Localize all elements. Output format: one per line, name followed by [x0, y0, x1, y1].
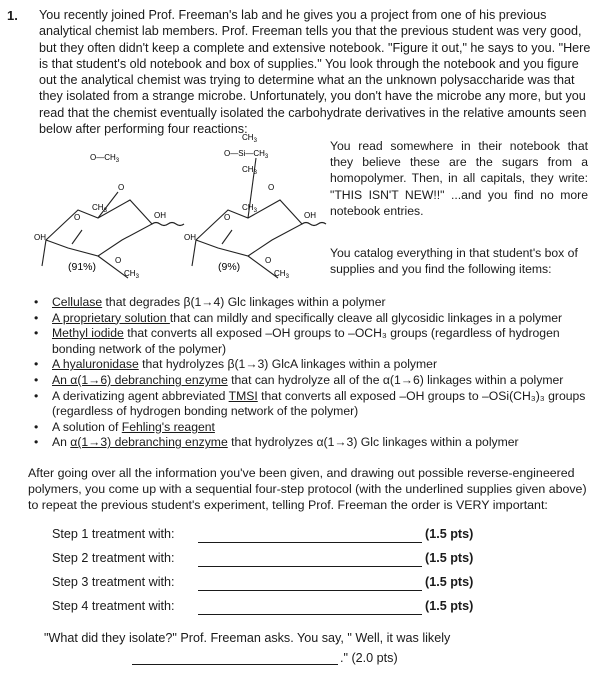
final-answer-line[interactable] — [132, 664, 338, 665]
question-intro: You recently joined Prof. Freeman's lab and he gives you a project from one of his previous analytical chemist lab members. Prof. Freeman tells you that the previous student was very good, but they often didn't keep a complete and extensive notebook. "Figure it out," he says to you. "Here is that student's old notebook and box of supplies." You look through the notebook and you figure out the analytical chemist was trying to determine what an the unknown polysaccharide was that they isolated from a strange microbe. Unfortunately, you don't have the microbe any more, but you read that the chemist eventually isolated the carbohydrate derivatives in the relative amounts seen below after performing four reactions: — [39, 8, 591, 137]
right-bottom-o-label: O — [265, 256, 272, 265]
right-ring-o-label: O — [268, 183, 275, 192]
left-o-ch3-label: $O—CH_3$ — [90, 153, 120, 164]
left-oh-label: OH — [34, 233, 46, 242]
left-percent: (91%) — [68, 261, 97, 273]
left-ch3-label: $CH_3$ — [92, 203, 107, 214]
step-3-points: (1.5 pts) — [425, 575, 474, 589]
list-item: • An α(1→3) debranching enzyme that hydrolyzes α(1→3) Glc linkages within a polymer — [34, 435, 519, 450]
list-item: • A hyaluronidase that hydrolyzes β(1→3) GlcA linkages within a polymer — [34, 357, 438, 372]
step-2-label: Step 2 treatment with: — [52, 551, 175, 565]
final-question: "What did they isolate?" Prof. Freeman asks. You say, " Well, it was likely — [44, 631, 451, 645]
left-bond-oh — [42, 240, 46, 266]
question-number: 1. — [7, 8, 18, 23]
left-wavy-bond — [152, 223, 184, 226]
supplies-list — [34, 295, 594, 451]
step-1-label: Step 1 treatment with: — [52, 527, 175, 541]
structures-svg — [28, 130, 328, 290]
right-bond-oh — [192, 240, 196, 266]
final-points: ." (2.0 pts) — [340, 651, 398, 665]
right-ch3-label: $CH_3$ — [242, 203, 257, 214]
left-tail-oh-label: OH — [154, 211, 166, 220]
left-o-label: O — [74, 213, 81, 222]
right-wavy-bond — [302, 223, 326, 226]
list-item: • Cellulase that degrades β(1→4) Glc linkages within a polymer — [34, 295, 386, 309]
sugar-structures-figure — [28, 130, 328, 290]
step-1-answer-line[interactable] — [198, 542, 422, 543]
right-top-ch3-label: $CH_3$ — [242, 133, 257, 144]
right-bottom-si-ch3-label: $CH_3$ — [242, 165, 257, 176]
step-3-answer-line[interactable] — [198, 590, 422, 591]
list-item: • A proprietary solution that can mildly and specifically cleave all glycosidic linkages in a polymer — [34, 310, 563, 325]
step-3-label: Step 3 treatment with: — [52, 575, 175, 589]
step-1-points: (1.5 pts) — [425, 527, 474, 541]
right-o-si-label: $O—Si—CH_3$ — [224, 149, 269, 160]
step-4-label: Step 4 treatment with: — [52, 599, 175, 613]
left-bottom-ch3-label: $CH_3$ — [124, 269, 139, 280]
protocol-instructions: After going over all the information you've been given, and drawing out possible reverse-engineered polymers, you come up with a sequential four-step protocol (with the underlined supplies given above) to repeat the previous student's experiment, telling Prof. Freeman the order is VERY important: — [28, 466, 587, 513]
right-percent: (9%) — [218, 261, 241, 273]
step-4-answer-line[interactable] — [198, 614, 422, 615]
left-bottom-o-label: O — [115, 256, 122, 265]
right-oh-label: OH — [184, 233, 196, 242]
left-ring-o-label: O — [118, 183, 125, 192]
list-item: • A derivatizing agent abbreviated TMSI that converts all exposed –OH groups to –OSi(CH₃)₃ groups (regardless of hydrogen bonding network of the polymer) — [34, 388, 586, 419]
step-2-answer-line[interactable] — [198, 566, 422, 567]
catalog-text: You catalog everything in that student's box of supplies and you find the following items: — [330, 246, 578, 277]
step-2-points: (1.5 pts) — [425, 551, 474, 565]
step-4-points: (1.5 pts) — [425, 599, 474, 613]
notebook-text: You read somewhere in their notebook that they believe these are the sugars from a homopolymer. Then, in all capitals, they write: "THIS ISN'T NEW!!" ...and you find no more notebook entries. — [330, 139, 588, 218]
right-bottom-ch3-label: $CH_3$ — [274, 269, 289, 280]
list-item: • An α(1→6) debranching enzyme that can hydrolyze all of the α(1→6) linkages within a polymer — [34, 372, 564, 387]
list-item: • Methyl iodide that converts all exposed –OH groups to –OCH₃ groups (regardless of hydrogen bonding network of the polymer) — [34, 326, 560, 356]
list-item: • A solution of Fehling's reagent — [34, 419, 215, 434]
right-o-label: O — [224, 213, 231, 222]
right-tail-oh-label: OH — [304, 211, 316, 220]
